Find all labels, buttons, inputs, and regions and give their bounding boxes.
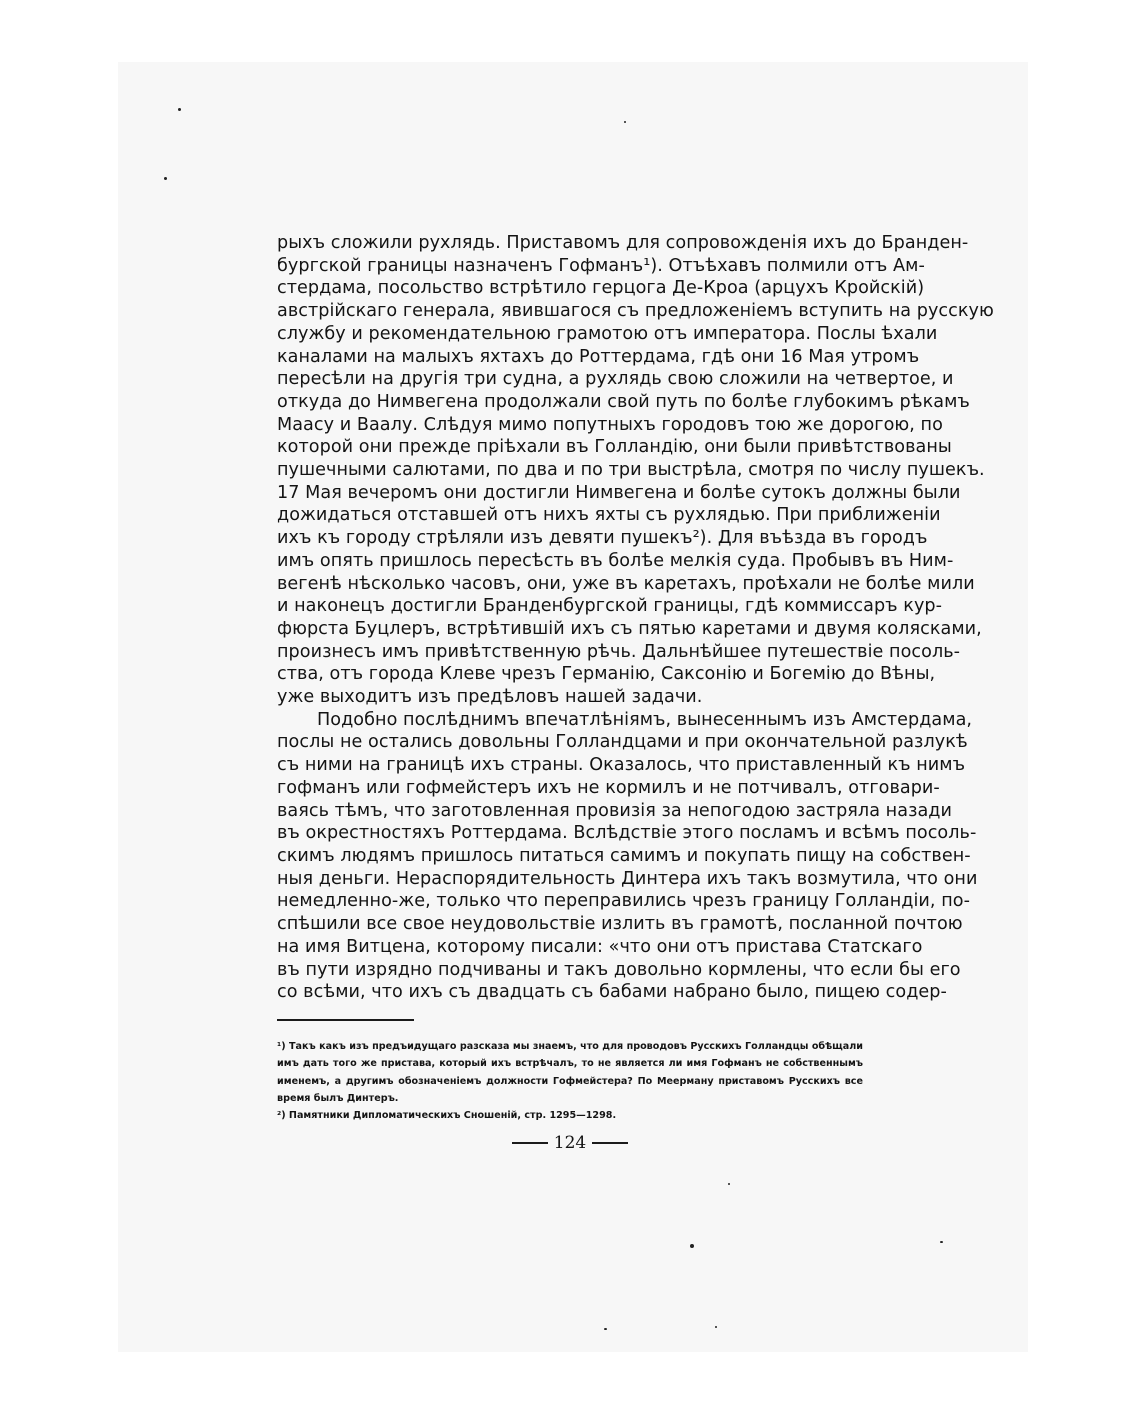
text-line: произнесъ имъ привѣтственную рѣчь. Дальнѣйшее путешествіе посоль-: [277, 641, 961, 662]
text-line: пушечными салютами, по два и по три выстрѣла, смотря по числу пушекъ.: [277, 460, 985, 481]
footnote-line: время былъ Динтеръ.: [277, 1092, 399, 1104]
page-number: [512, 1132, 628, 1154]
main-text: [277, 232, 994, 1004]
scan-speck: [164, 177, 167, 180]
text-line: и наконецъ достигли Бранденбургской границы, гдѣ коммиссаръ кур-: [277, 596, 943, 617]
text-line: Подобно послѣднимъ впечатлѣніямъ, вынесеннымъ изъ Амстердама,: [317, 709, 973, 730]
text-line: фюрста Буцлеръ, встрѣтившій ихъ съ пятью каретами и двумя колясками,: [277, 618, 982, 639]
scan-speck: [728, 1183, 730, 1185]
footnote-line: именемъ, а другимъ обозначеніемъ должности Гофмейстера? По Меерману приставомъ Русскихъ все: [277, 1075, 863, 1087]
text-line: въ пути изрядно подчиваны и такъ довольно кормлены, что если бы его: [277, 959, 961, 980]
text-line: въ окрестностяхъ Роттердама. Вслѣдствіе этого посламъ и всѣмъ посоль-: [277, 823, 977, 844]
paragraph-2: [277, 709, 978, 1004]
text-line: откуда до Нимвегена продолжали свой путь по болѣе глубокимъ рѣкамъ: [277, 391, 970, 412]
text-line: каналами на малыхъ яхтахъ до Роттердама, гдѣ они 16 Мая утромъ: [277, 346, 920, 367]
text-line: 17 Мая вечеромъ они достигли Нимвегена и болѣе сутокъ должны были: [277, 482, 961, 503]
text-line: гофманъ или гофмейстеръ ихъ не кормилъ и не потчивалъ, отговари-: [277, 777, 940, 798]
text-line: ваясь тѣмъ, что заготовленная провизія за непогодою застряла назади: [277, 800, 953, 821]
scan-speck: [940, 1241, 943, 1243]
page-number-dash-left: [512, 1142, 548, 1144]
scan-speck: [690, 1244, 694, 1248]
scan-speck: [715, 1326, 717, 1328]
text-line: австрійскаго генерала, явившагося съ предложеніемъ вступить на русскую: [277, 301, 994, 322]
footnote-line: имъ дать того же пристава, который ихъ встрѣчалъ, то не является ли имя Гофманъ не собственнымъ: [277, 1058, 863, 1070]
text-line: на имя Витцена, которому писали: «что они отъ пристава Статскаго: [277, 936, 923, 957]
text-line: стердама, посольство встрѣтило герцога Де-Кроа (арцухъ Кройскій): [277, 278, 925, 299]
footnote-line: ¹) Такъ какъ изъ предъидущаго разсказа мы знаемъ, что для проводовъ Русскихъ Голландцы обѣщали: [277, 1041, 863, 1052]
text-line: спѣшили все свое неудовольствіе излить въ грамотѣ, посланной почтою: [277, 914, 963, 935]
text-line: съ ними на границѣ ихъ страны. Оказалось, что приставленный къ нимъ: [277, 755, 966, 776]
page-number-dash-right: [592, 1142, 628, 1144]
text-line: немедленно-же, только что переправились чрезъ границу Голландіи, по-: [277, 891, 970, 912]
text-line: которой они прежде пріѣхали въ Голландію, они были привѣтствованы: [277, 437, 952, 458]
paragraph-1: [277, 232, 994, 709]
page-number-text: 124: [553, 1133, 587, 1153]
text-line: вегенѣ нѣсколько часовъ, они, уже въ каретахъ, проѣхали не болѣе мили: [277, 573, 975, 594]
text-line: послы не остались довольны Голландцами и при окончательной разлукѣ: [277, 732, 968, 753]
scan-speck: [178, 108, 181, 111]
footnote-separator: [277, 1019, 414, 1021]
text-line: Маасу и Ваалу. Слѣдуя мимо попутныхъ городовъ тою же дорогою, по: [277, 414, 943, 435]
text-line: бургской границы назначенъ Гофманъ¹). Отъѣхавъ полмили отъ Ам-: [277, 255, 925, 276]
text-line: ныя деньги. Нераспорядительность Динтера ихъ такъ возмутила, что они: [277, 868, 978, 889]
footnote-line: ²) Памятники Дипломатическихъ Сношеній, стр. 1295—1298.: [277, 1110, 617, 1122]
footnotes: [277, 1038, 863, 1124]
text-line: со всѣми, что ихъ съ двадцать съ бабами набрано было, пищею содер-: [277, 982, 947, 1003]
scan-speck: [604, 1328, 607, 1330]
text-line: пересѣли на другія три судна, а рухлядь свою сложили на четвертое, и: [277, 369, 954, 390]
text-line: службу и рекомендательною грамотою отъ императора. Послы ѣхали: [277, 323, 938, 344]
text-line: ихъ къ городу стрѣляли изъ девяти пушекъ²). Для въѣзда въ городъ: [277, 528, 928, 549]
text-line: ства, отъ города Клеве чрезъ Германію, Саксонію и Богемію до Вѣны,: [277, 664, 936, 685]
text-line: скимъ людямъ пришлось питаться самимъ и покупать пищу на собствен-: [277, 845, 971, 866]
text-line: имъ опять пришлось пересѣсть въ болѣе мелкія суда. Пробывъ въ Ним-: [277, 550, 954, 571]
text-line: рыхъ сложили рухлядь. Приставомъ для сопровожденія ихъ до Бранден-: [277, 233, 969, 253]
text-line: уже выходитъ изъ предѣловъ нашей задачи.: [277, 687, 703, 708]
text-line: дожидаться отставшей отъ нихъ яхты съ рухлядью. При приближеніи: [277, 505, 941, 526]
scan-speck: [624, 121, 626, 123]
